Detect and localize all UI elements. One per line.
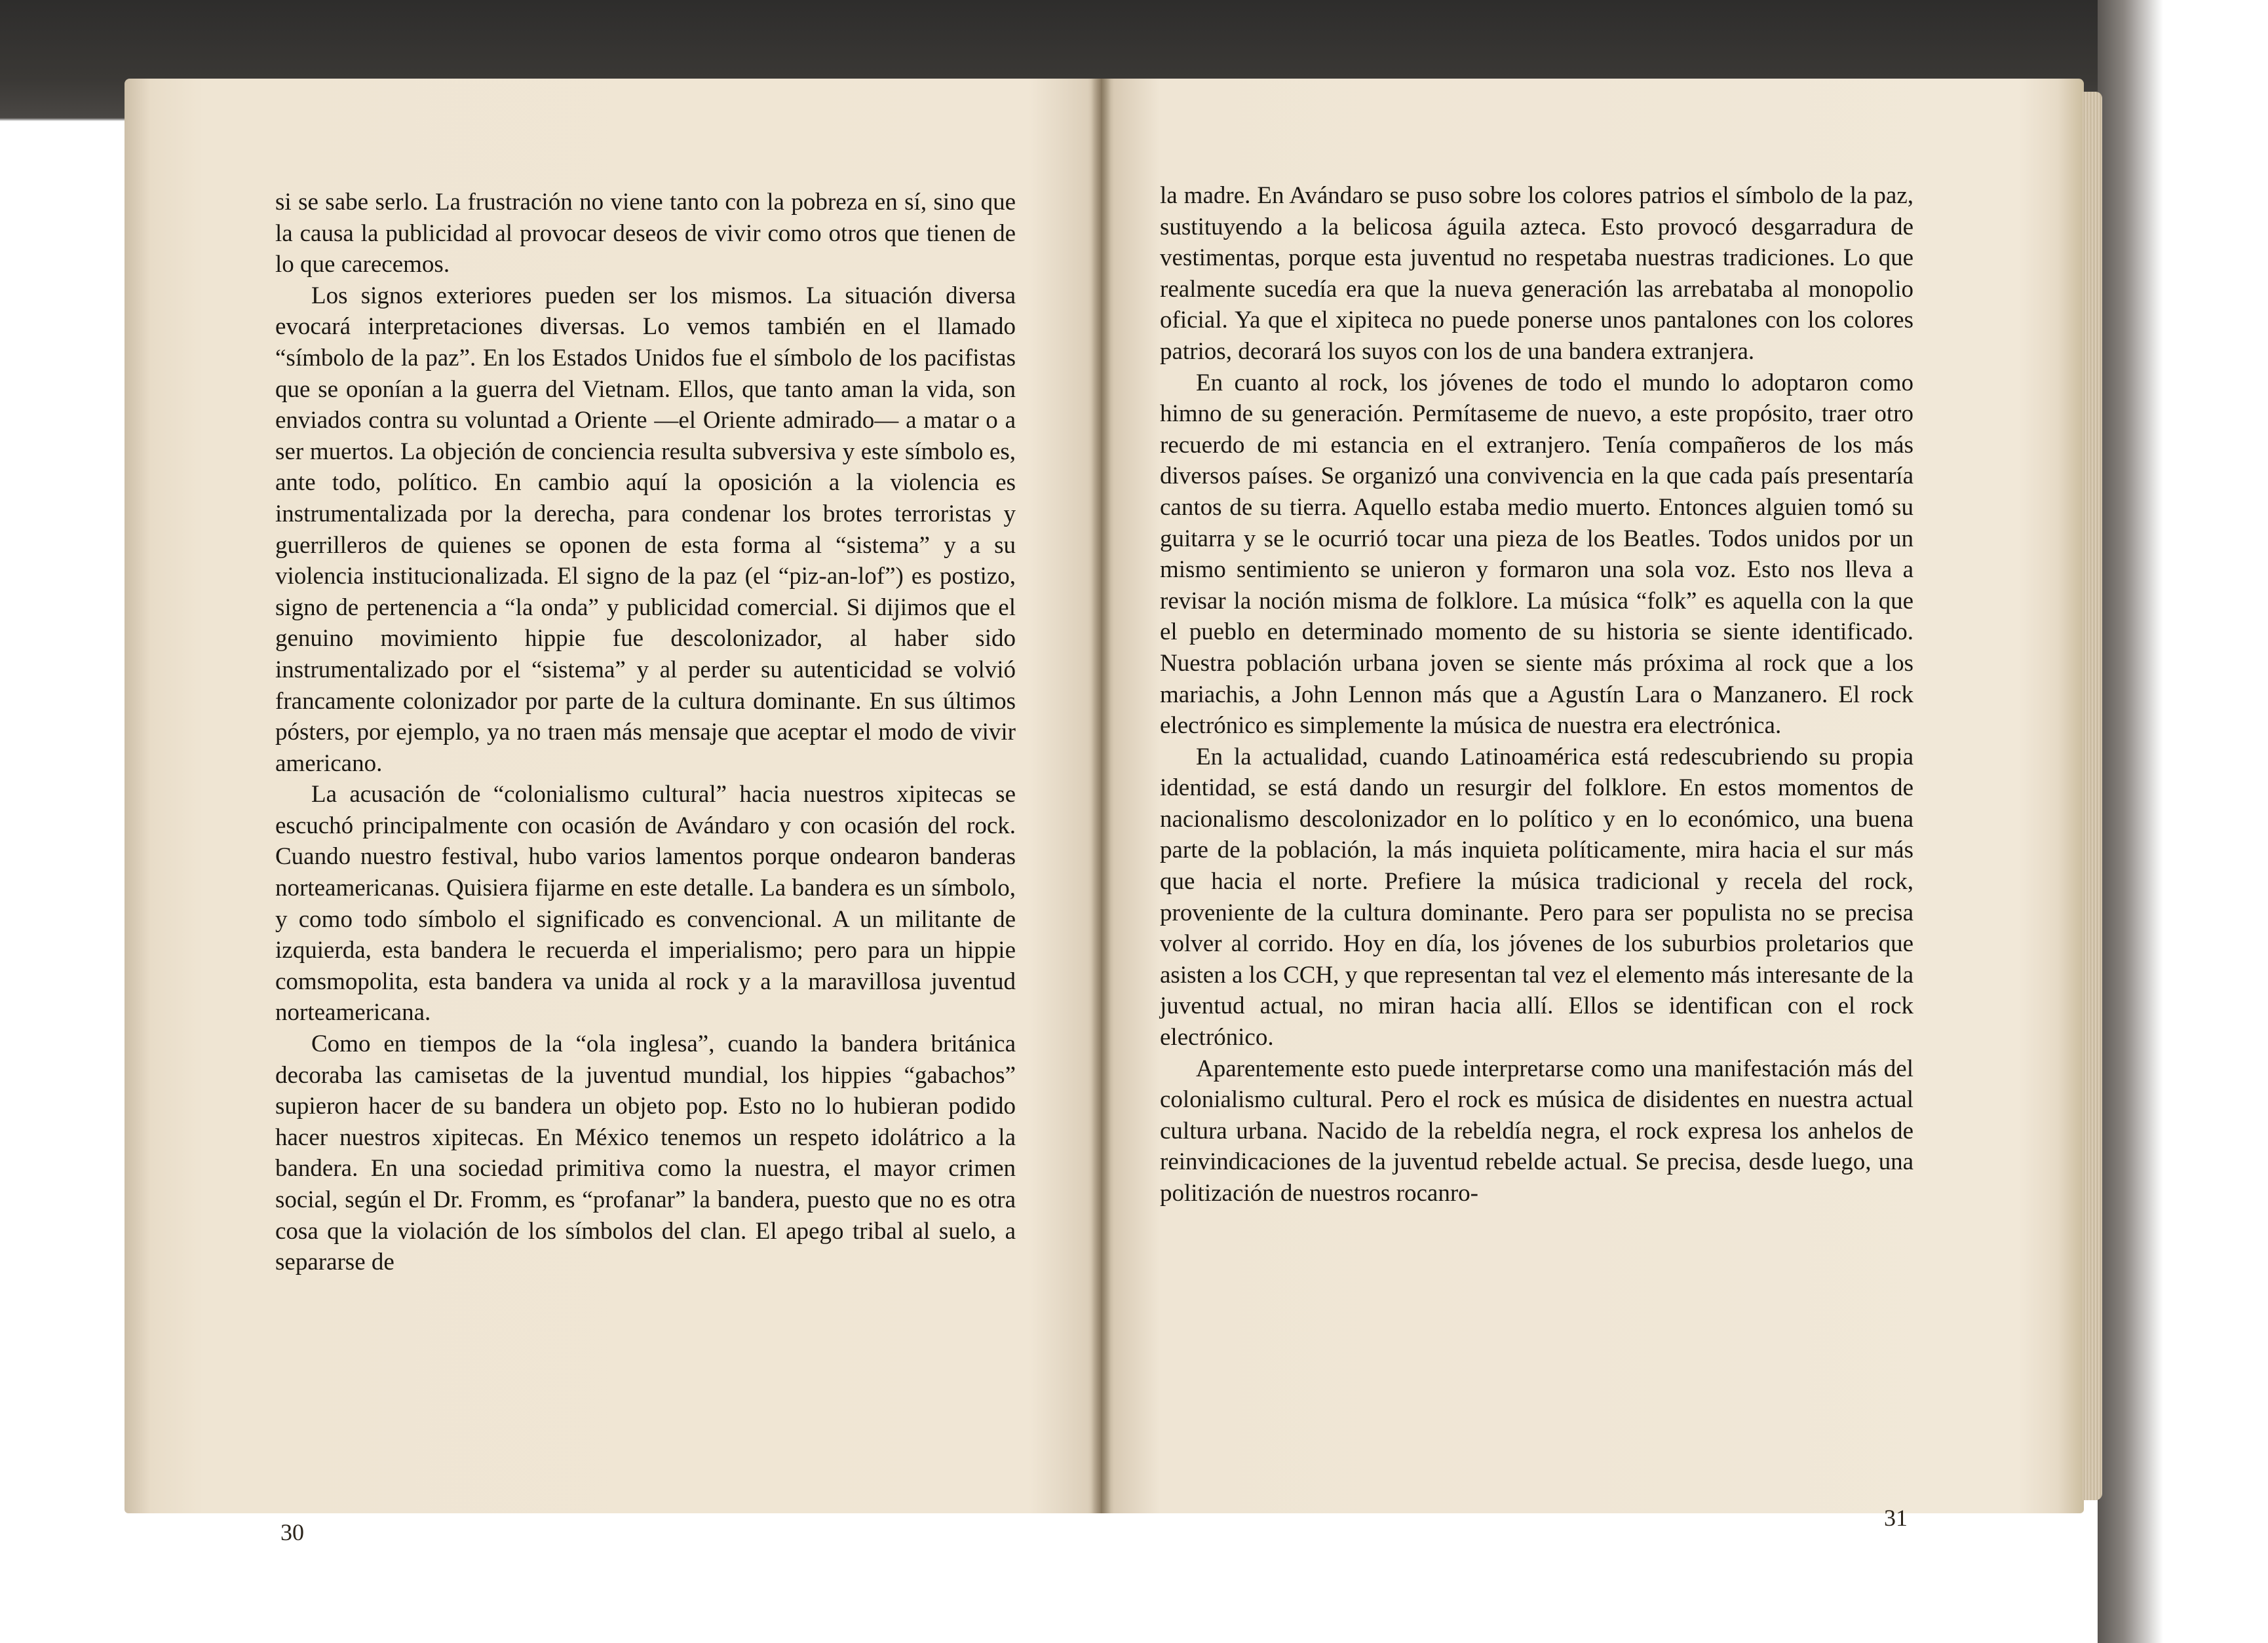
left-page-text (275, 187, 1016, 1278)
right-paragraph-2: En cuanto al rock, los jóvenes de todo el mundo lo adoptaron como himno de su generación. Permítaseme de nuevo, a este propósito, traer otro recuerdo de mi estancia en el extranjero. Tenía compañeros de los más diversos países. Se organizó una convivencia en la que cada país presentaría cantos de su tierra. Aquello estaba medio muerto. Entonces alguien tomó su guitarra y se le ocurrió tocar una pieza de los Beatles. Todos unidos por un mismo sentimiento se unieron y formaron una sola voz. Esto nos lleva a revisar la noción misma de folklore. La música “folk” es aquella con la que el pueblo en determinado momento de su historia se siente identificado. Nuestra población urbana joven se siente más próxima al rock que a los mariachis, a John Lennon más que a Agustín Lara o Manzanero. El rock electrónico es simplemente la música de nuestra era electrónica. (1160, 369, 1913, 740)
right-page (1101, 79, 2084, 1531)
backdrop-right-shadow (2098, 0, 2268, 1643)
right-page-number: 31 (1884, 1505, 1908, 1531)
right-page-text (1160, 180, 1913, 1209)
left-paragraph-1: si se sabe serlo. La frustración no viene tanto con la pobreza en sí, sino que la causa la publicidad al provocar deseos de vivir como otros que tienen de lo que carecemos. (275, 189, 1016, 278)
right-paragraph-1: la madre. En Avándaro se puso sobre los colores patrios el símbolo de la paz, sustituyendo a la belicosa águila azteca. Esto provocó desgarradura de vestimentas, porque esta juventud no respetaba nuestras tradiciones. Lo que realmente sucedía era que la nueva generación las arrebataba al monopolio oficial. Ya que el xipiteca no puede ponerse unos pantalones con los colores patrios, decorará los suyos con los de una bandera extranjera. (1160, 182, 1913, 365)
left-page-number: 30 (280, 1519, 304, 1545)
left-paragraph-3: La acusación de “colonialismo cultural” hacia nuestros xipitecas se escuchó principalmente con ocasión de Avándaro y con ocasión del rock. Cuando nuestro festival, hubo varios lamentos porque ondearon banderas norteamericanas. Quisiera fijarme en este detalle. La bandera es un símbolo, y como todo símbolo el significado es convencional. A un militante de izquierda, esta bandera le recuerda el imperialismo; pero para un hippie comsmopolita, esta bandera va unida al rock y a la maravillosa juventud norteamericana. (275, 781, 1016, 1027)
book-gutter (1091, 79, 1111, 1513)
left-paragraph-4: Como en tiempos de la “ola inglesa”, cuando la bandera británica decoraba las camisetas de la juventud mundial, los hippies “gabachos” supieron hacer de su bandera un objeto pop. Esto no lo hubieran podido hacer nuestros xipitecas. En México tenemos un respeto idolátrico a la bandera. En una sociedad primitiva como la nuestra, el mayor crimen social, según el Dr. Fromm, es “profanar” la bandera, puesto que no es otra cosa que la violación de los símbolos del clan. El apego tribal al suelo, a separarse de (275, 1030, 1016, 1276)
open-book (125, 79, 2090, 1545)
right-paragraph-3: En la actualidad, cuando Latinoamérica está redescubriendo su propia identidad, se está dando un resurgir del folklore. En estos momentos de nacionalismo descolonizador en lo político y en lo económico, una buena parte de la población, la más inquieta políticamente, mira hacia el sur más que hacia el norte. Prefiere la música tradicional y recela del rock, proveniente de la cultura dominante. Pero para ser populista no se precisa volver al corrido. Hoy en día, los jóvenes de los suburbios proletarios que asisten a los CCH, y que representan tal vez el elemento más interesante de la juventud actual, no miran hacia allí. Ellos se identifican con el rock electrónico. (1160, 743, 1913, 1051)
right-paragraph-4: Aparentemente esto puede interpretarse como una manifestación más del colonialismo cultural. Pero el rock es música de disidentes en nuestra actual cultura urbana. Nacido de la rebeldía negra, el rock expresa los anhelos de reinvindicaciones de la juventud rebelde actual. Se precisa, desde luego, una politización de nuestros rocanro- (1160, 1055, 1913, 1207)
left-page (125, 79, 1101, 1545)
left-paragraph-2: Los signos exteriores pueden ser los mismos. La situación diversa evocará interpretaciones diversas. Lo vemos también en el llamado “símbolo de la paz”. En los Estados Unidos fue el símbolo de los pacifistas que se oponían a la guerra del Vietnam. Ellos, que tanto aman la vida, son enviados contra su voluntad a Oriente —el Oriente admirado— a matar o a ser muertos. La objeción de conciencia resulta subversiva y este símbolo es, ante todo, político. En cambio aquí la oposición a la violencia es instrumentalizada por la derecha, para condenar los brotes terroristas y guerrilleros de quienes se oponen de esta forma al “sistema” y a su violencia institucionalizada. El signo de la paz (el “piz-an-lof”) es postizo, signo de pertenencia a “la onda” y publicidad comercial. Si dijimos que el genuino movimiento hippie fue descolonizador, al haber sido instrumentalizado por el “sistema” y al perder su autenticidad se volvió francamente colonizador por parte de la cultura dominante. En sus últimos pósters, por ejemplo, ya no traen más mensaje que aceptar el modo de vivir americano. (275, 282, 1016, 777)
page-edges (2083, 92, 2102, 1500)
